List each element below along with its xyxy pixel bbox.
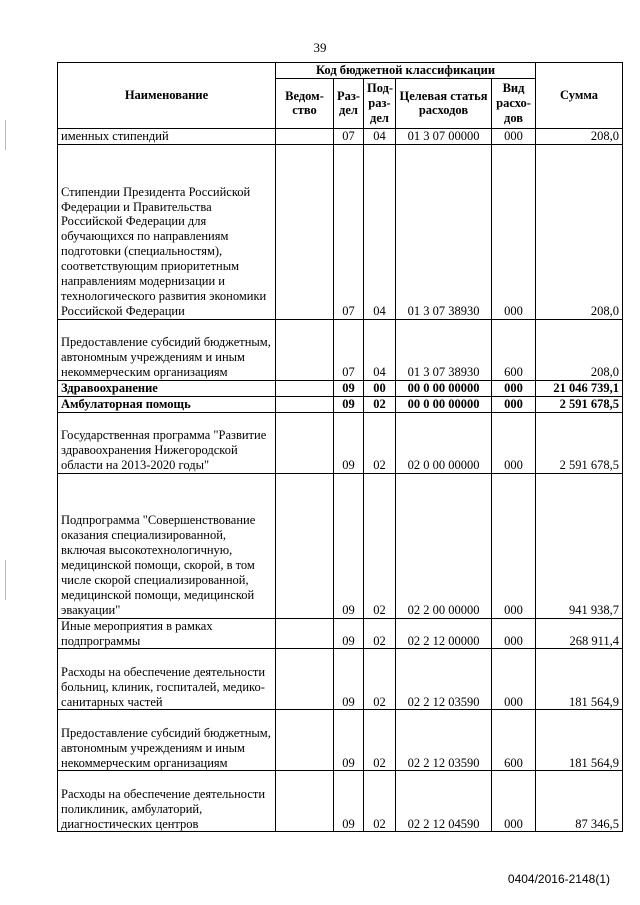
row-target-article: 00 0 00 00000 bbox=[396, 380, 492, 396]
row-vedomstvo bbox=[276, 771, 334, 832]
row-target-article: 02 2 12 00000 bbox=[396, 618, 492, 649]
row-razdel: 09 bbox=[334, 771, 364, 832]
row-razdel: 07 bbox=[334, 144, 364, 319]
header-name: Наименование bbox=[58, 63, 276, 129]
row-target-article: 02 0 00 00000 bbox=[396, 412, 492, 473]
row-target-article: 02 2 12 03590 bbox=[396, 649, 492, 710]
row-podrazdel: 04 bbox=[364, 144, 396, 319]
row-podrazdel: 00 bbox=[364, 380, 396, 396]
table-row bbox=[58, 649, 623, 710]
row-sum: 941 938,7 bbox=[536, 473, 623, 618]
row-target-article: 02 2 00 00000 bbox=[396, 473, 492, 618]
row-expense-type: 600 bbox=[492, 319, 536, 380]
row-expense-type: 000 bbox=[492, 649, 536, 710]
row-vedomstvo bbox=[276, 473, 334, 618]
budget-table bbox=[57, 62, 623, 832]
row-vedomstvo bbox=[276, 618, 334, 649]
row-name: Предоставление субсидий бюджетным, автономным учреждениям и иным некоммерческим организациям bbox=[58, 710, 276, 771]
row-sum: 208,0 bbox=[536, 128, 623, 144]
row-sum: 181 564,9 bbox=[536, 649, 623, 710]
row-expense-type: 000 bbox=[492, 618, 536, 649]
row-name: Предоставление субсидий бюджетным, автономным учреждениям и иным некоммерческим организациям bbox=[58, 319, 276, 380]
row-razdel: 09 bbox=[334, 380, 364, 396]
row-name: Амбулаторная помощь bbox=[58, 396, 276, 412]
header-vedomstvo: Ведом-ство bbox=[276, 78, 334, 128]
row-vedomstvo bbox=[276, 144, 334, 319]
row-vedomstvo bbox=[276, 396, 334, 412]
table-row bbox=[58, 319, 623, 380]
row-sum: 2 591 678,5 bbox=[536, 412, 623, 473]
table-row bbox=[58, 144, 623, 319]
table-row bbox=[58, 771, 623, 832]
table-row bbox=[58, 412, 623, 473]
row-name: Иные мероприятия в рамках подпрограммы bbox=[58, 618, 276, 649]
row-name: Расходы на обеспечение деятельности больниц, клиник, госпиталей, медико-санитарных частей bbox=[58, 649, 276, 710]
row-expense-type: 600 bbox=[492, 710, 536, 771]
row-podrazdel: 02 bbox=[364, 771, 396, 832]
row-podrazdel: 02 bbox=[364, 412, 396, 473]
row-vedomstvo bbox=[276, 649, 334, 710]
row-podrazdel: 02 bbox=[364, 710, 396, 771]
row-podrazdel: 02 bbox=[364, 618, 396, 649]
row-vedomstvo bbox=[276, 128, 334, 144]
row-name: Здравоохранение bbox=[58, 380, 276, 396]
row-vedomstvo bbox=[276, 319, 334, 380]
row-razdel: 09 bbox=[334, 412, 364, 473]
row-razdel: 07 bbox=[334, 319, 364, 380]
row-target-article: 02 2 12 03590 bbox=[396, 710, 492, 771]
row-sum: 21 046 739,1 bbox=[536, 380, 623, 396]
table-row bbox=[58, 128, 623, 144]
scan-edge-mark bbox=[5, 560, 6, 600]
row-podrazdel: 02 bbox=[364, 473, 396, 618]
row-name: именных стипендий bbox=[58, 128, 276, 144]
row-vedomstvo bbox=[276, 380, 334, 396]
row-expense-type: 000 bbox=[492, 144, 536, 319]
row-name: Государственная программа "Развитие здравоохранения Нижегородской области на 2013-2020 годы" bbox=[58, 412, 276, 473]
row-expense-type: 000 bbox=[492, 771, 536, 832]
row-name: Стипендии Президента Российской Федерации и Правительства Российской Федерации для обучающихся по направлениям подготовки (специальностям), соответствующим приоритетным направлениям модернизации и технологического развития экономики Российской Федерации bbox=[58, 144, 276, 319]
row-expense-type: 000 bbox=[492, 380, 536, 396]
row-vedomstvo bbox=[276, 412, 334, 473]
row-vedomstvo bbox=[276, 710, 334, 771]
row-sum: 268 911,4 bbox=[536, 618, 623, 649]
row-podrazdel: 04 bbox=[364, 319, 396, 380]
header-classification-code: Код бюджетной классификации bbox=[276, 63, 536, 79]
row-expense-type: 000 bbox=[492, 396, 536, 412]
header-sum: Сумма bbox=[536, 63, 623, 129]
row-sum: 2 591 678,5 bbox=[536, 396, 623, 412]
row-sum: 208,0 bbox=[536, 319, 623, 380]
row-razdel: 09 bbox=[334, 473, 364, 618]
table-row bbox=[58, 473, 623, 618]
row-expense-type: 000 bbox=[492, 128, 536, 144]
row-sum: 208,0 bbox=[536, 144, 623, 319]
row-podrazdel: 02 bbox=[364, 649, 396, 710]
row-razdel: 09 bbox=[334, 396, 364, 412]
table-row bbox=[58, 710, 623, 771]
row-target-article: 01 3 07 38930 bbox=[396, 319, 492, 380]
table-row bbox=[58, 380, 623, 396]
table-row bbox=[58, 396, 623, 412]
header-razdel: Раз-дел bbox=[334, 78, 364, 128]
row-expense-type: 000 bbox=[492, 473, 536, 618]
row-name: Расходы на обеспечение деятельности поликлиник, амбулаторий, диагностических центров bbox=[58, 771, 276, 832]
row-podrazdel: 02 bbox=[364, 396, 396, 412]
table-row bbox=[58, 618, 623, 649]
header-expense-type: Вид расхо-дов bbox=[492, 78, 536, 128]
row-razdel: 09 bbox=[334, 710, 364, 771]
row-expense-type: 000 bbox=[492, 412, 536, 473]
row-razdel: 09 bbox=[334, 618, 364, 649]
header-target-article: Целевая статья расходов bbox=[396, 78, 492, 128]
row-podrazdel: 04 bbox=[364, 128, 396, 144]
document-code: 0404/2016-2148(1) bbox=[507, 872, 610, 886]
row-target-article: 01 3 07 00000 bbox=[396, 128, 492, 144]
header-podrazdel: Под-раз-дел bbox=[364, 78, 396, 128]
row-razdel: 09 bbox=[334, 649, 364, 710]
row-target-article: 01 3 07 38930 bbox=[396, 144, 492, 319]
page-number: 39 bbox=[313, 40, 327, 55]
row-razdel: 07 bbox=[334, 128, 364, 144]
row-sum: 181 564,9 bbox=[536, 710, 623, 771]
row-target-article: 00 0 00 00000 bbox=[396, 396, 492, 412]
row-target-article: 02 2 12 04590 bbox=[396, 771, 492, 832]
row-name: Подпрограмма "Совершенствование оказания специализированной, включая высокотехнологичную, медицинской помощи, скорой, в том числе скорой специализированной, медицинской помощи, медицинской эвакуации" bbox=[58, 473, 276, 618]
scan-edge-mark bbox=[5, 120, 6, 150]
row-sum: 87 346,5 bbox=[536, 771, 623, 832]
